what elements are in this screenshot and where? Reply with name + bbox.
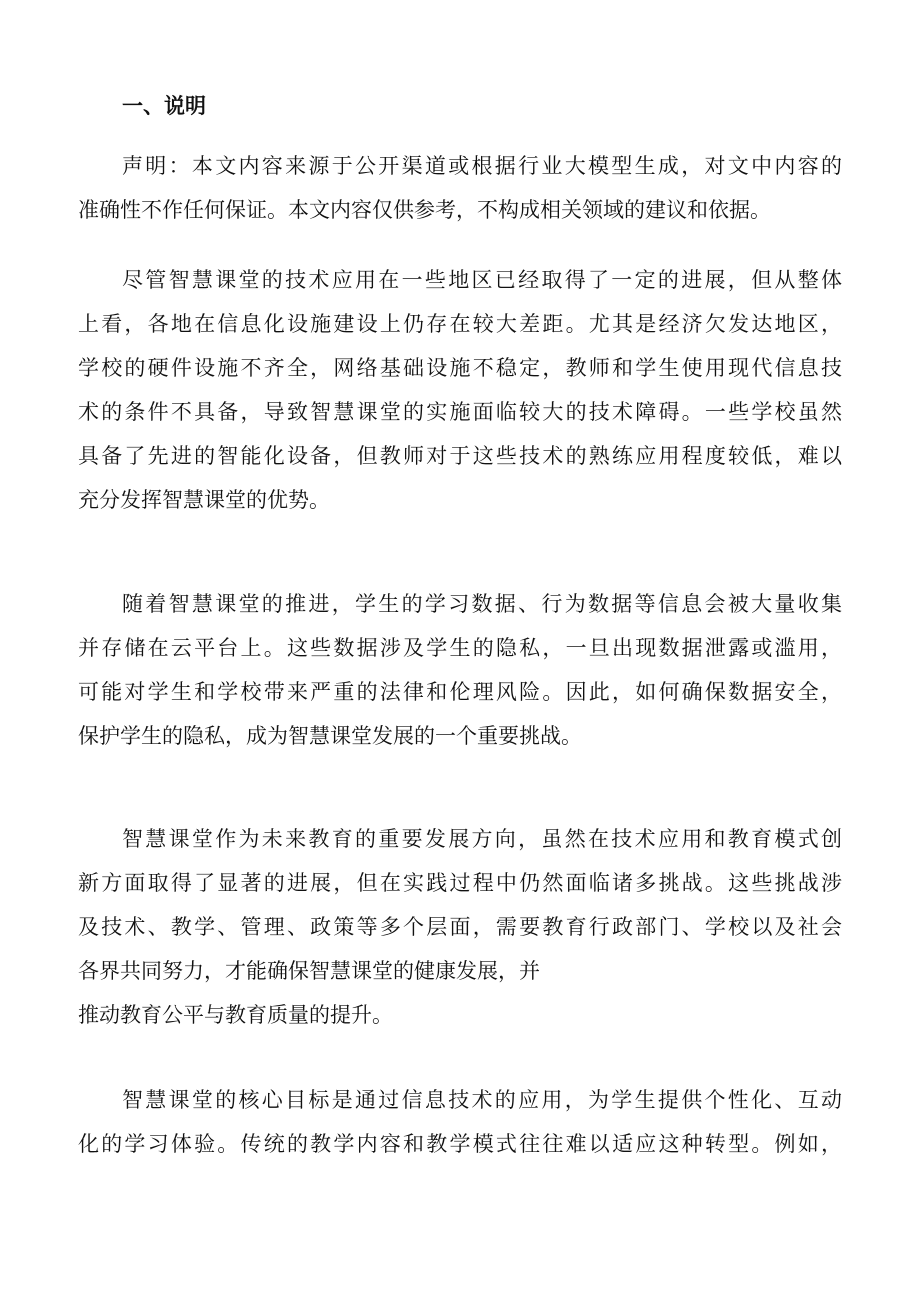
paragraph-infrastructure [78,258,842,522]
text-line: 准确性不作任何保证。本文内容仅供参考，不构成相关领域的建议和依据。 [78,198,771,222]
text-line: 术的条件不具备，导致智慧课堂的实施面临较大的技术障碍。一些学校虽然 [78,400,842,424]
text-line: 智慧课堂的核心目标是通过信息技术的应用，为学生提供个性化、互动 [122,1088,842,1112]
paragraph-core-goal [78,1078,842,1166]
text-line: 充分发挥智慧课堂的优势。 [78,488,330,512]
text-line: 智慧课堂作为未来教育的重要发展方向，虽然在技术应用和教育模式创 [122,827,842,851]
text-line: 可能对学生和学校带来严重的法律和伦理风险。因此，如何确保数据安全， [78,680,842,704]
text-line: 各界共同努力，才能确保智慧课堂的健康发展，并 [78,959,540,983]
text-line: 学校的硬件设施不齐全，网络基础设施不稳定，教师和学生使用现代信息技 [78,356,842,380]
section-heading: 一、说明 [122,94,206,118]
text-line: 尽管智慧课堂的技术应用在一些地区已经取得了一定的进展，但从整体 [122,268,842,292]
paragraph-challenges [78,817,842,1029]
text-line: 新方面取得了显著的进展，但在实践过程中仍然面临诸多挑战。这些挑战涉 [78,871,842,895]
text-line: 保护学生的隐私，成为智慧课堂发展的一个重要挑战。 [78,724,582,748]
text-line: 具备了先进的智能化设备，但教师对于这些技术的熟练应用程度较低，难以 [78,444,842,468]
text-line: 及技术、教学、管理、政策等多个层面，需要教育行政部门、学校以及社会 [78,915,842,939]
text-line: 声明：本文内容来源于公开渠道或根据行业大模型生成，对文中内容的 [122,154,842,178]
text-line: 上看，各地在信息化设施建设上仍存在较大差距。尤其是经济欠发达地区， [78,312,842,336]
text-line: 推动教育公平与教育质量的提升。 [78,1003,393,1027]
paragraph-disclaimer [78,144,842,232]
paragraph-privacy [78,582,842,758]
text-line: 随着智慧课堂的推进，学生的学习数据、行为数据等信息会被大量收集 [122,592,842,616]
text-line: 并存储在云平台上。这些数据涉及学生的隐私，一旦出现数据泄露或滥用， [78,636,842,660]
text-line: 化的学习体验。传统的教学内容和教学模式往往难以适应这种转型。例如， [78,1132,842,1156]
